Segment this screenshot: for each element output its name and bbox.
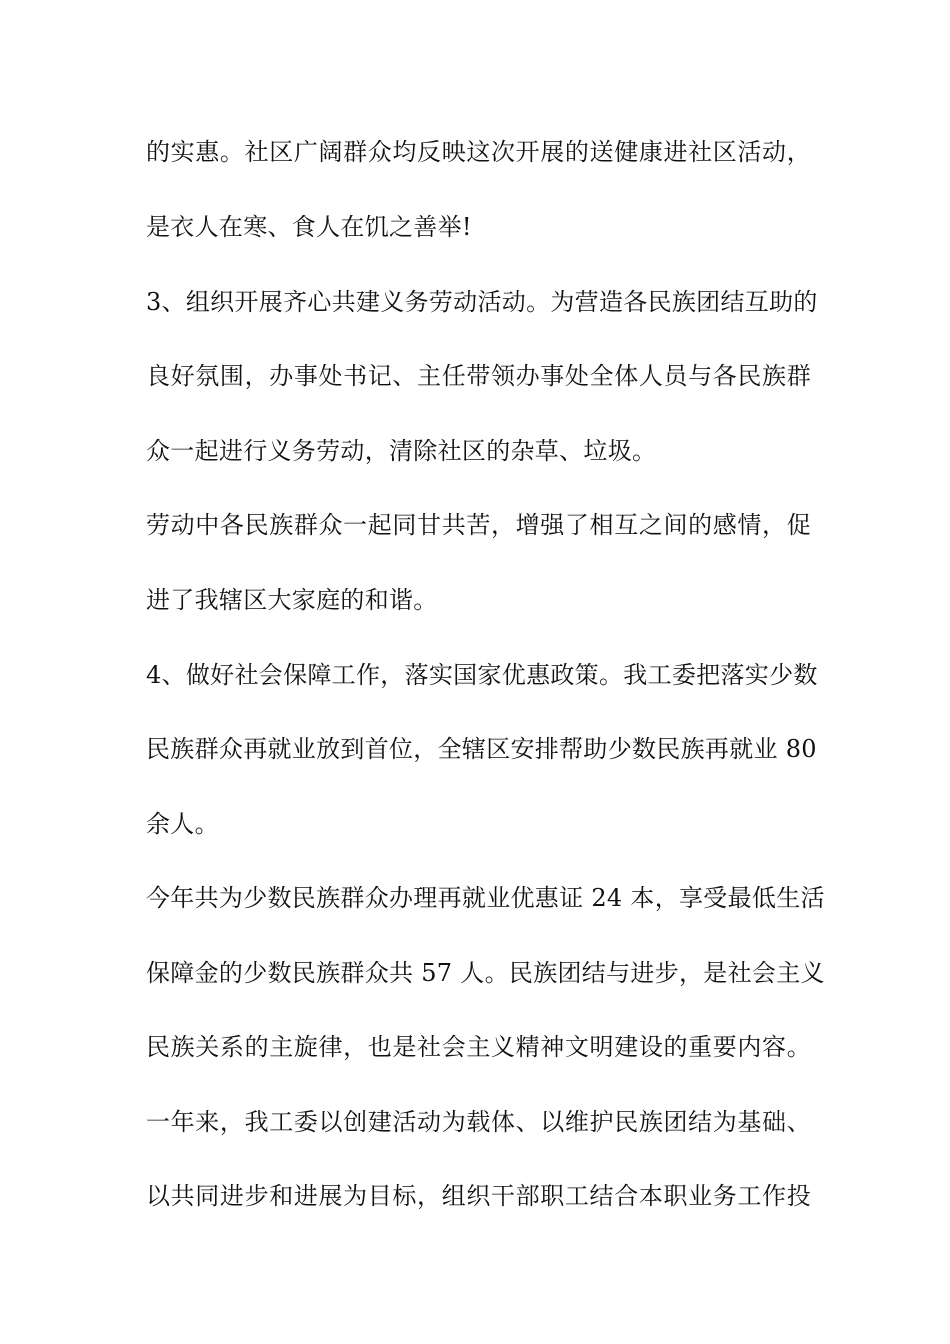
text-line: 良好氛围，办事处书记、主任带领办事处全体人员与各民族群 (146, 362, 811, 390)
text-line: 以共同进步和进展为目标，组织干部职工结合本职业务工作投 (146, 1182, 811, 1210)
text-line: 民族群众再就业放到首位，全辖区安排帮助少数民族再就业 80 (146, 735, 817, 763)
text-line: 劳动中各民族群众一起同甘共苦，增强了相互之间的感情，促 (146, 511, 811, 539)
text-line: 3、组织开展齐心共建义务劳动活动。为营造各民族团结互助的 (146, 288, 818, 316)
text-line: 4、做好社会保障工作，落实国家优惠政策。我工委把落实少数 (146, 661, 818, 689)
text-line: 一年来，我工委以创建活动为载体、以维护民族团结为基础、 (146, 1108, 811, 1136)
text-line: 的实惠。社区广阔群众均反映这次开展的送健康进社区活动， (146, 138, 811, 166)
text-line: 民族关系的主旋律，也是社会主义精神文明建设的重要内容。 (146, 1033, 811, 1061)
text-line: 众一起进行义务劳动，清除社区的杂草、垃圾。 (146, 437, 657, 465)
text-line: 余人。 (146, 810, 219, 838)
text-line: 保障金的少数民族群众共 57 人。民族团结与进步，是社会主义 (146, 959, 825, 987)
text-line: 进了我辖区大家庭的和谐。 (146, 586, 438, 614)
text-line: 今年共为少数民族群众办理再就业优惠证 24 本，享受最低生活 (146, 884, 825, 912)
text-line: 是衣人在寒、食人在饥之善举! (146, 213, 472, 241)
